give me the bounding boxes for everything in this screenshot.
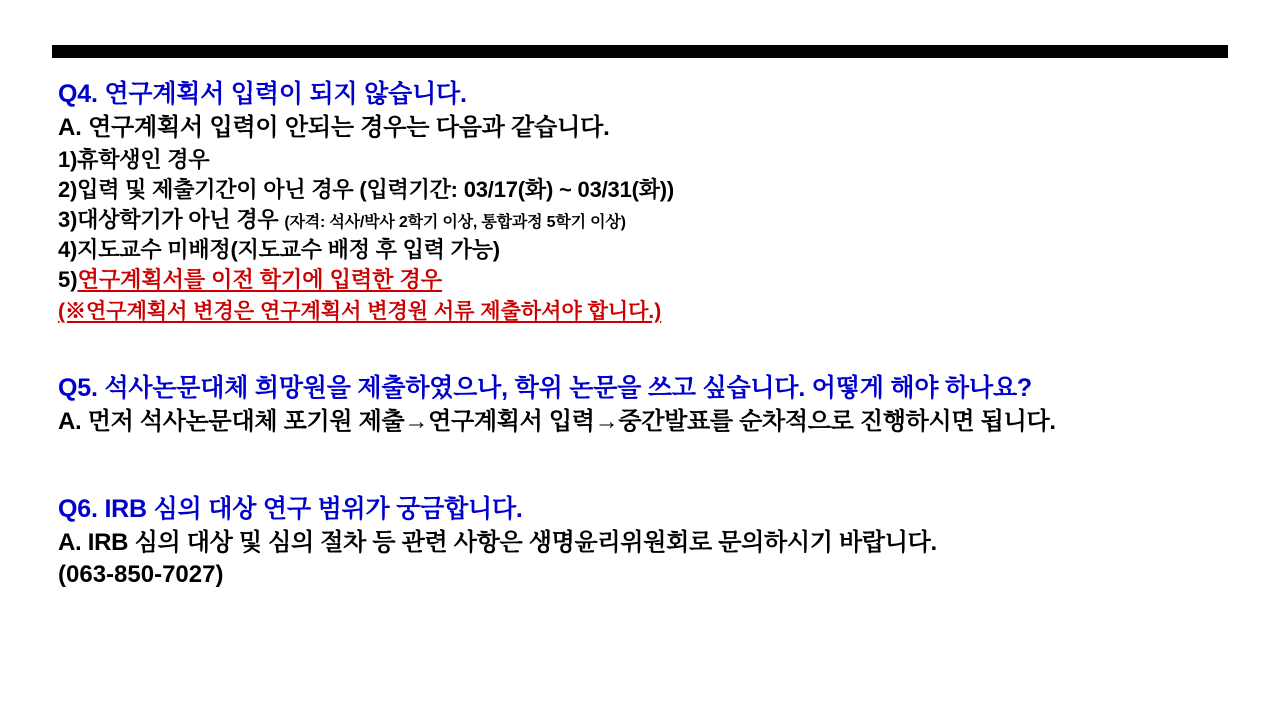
contact-phone-q6: (063-850-7027) (58, 561, 224, 589)
list-item-text: 3)대상학기가 아닌 경우 (58, 207, 285, 232)
question-title-q4: Q4. 연구계획서 입력이 되지 않습니다. (58, 80, 467, 108)
faq-block-q5 (58, 372, 1238, 439)
answer-line-q4: A. 연구계획서 입력이 안되는 경우는 다음과 같습니다. (58, 114, 610, 141)
answer-body-q6: A. IRB 심의 대상 및 심의 절차 등 관련 사항은 생명윤리위원회로 문의하시기 바랍니다. (58, 528, 937, 556)
top-divider-bar (52, 45, 1228, 58)
list-item: 1)휴학생인 경우 (58, 147, 210, 173)
list-item: 4)지도교수 미배정(지도교수 배정 후 입력 가능) (58, 236, 500, 262)
faq-block-q6 (58, 493, 1238, 592)
list-item (58, 205, 1238, 235)
list-item (58, 265, 1238, 295)
faq-content (58, 78, 1238, 592)
list-item: 2)입력 및 제출기간이 아닌 경우 (입력기간: 03/17(화) ~ 03/31(화)) (58, 177, 675, 203)
question-title-q5: Q5. 석사논문대체 희망원을 제출하였으나, 학위 논문을 쓰고 싶습니다. 어떻게 해야 하나요? (58, 374, 1032, 403)
note-highlight-q4: (※연구계획서 변경은 연구계획서 변경원 서류 제출하셔야 합니다.) (58, 299, 662, 323)
list-item-highlight: 연구계획서를 이전 학기에 입력한 경우 (77, 266, 443, 292)
question-title-q6: Q6. IRB 심의 대상 연구 범위가 궁금합니다. (58, 494, 523, 523)
faq-block-q4 (58, 78, 1238, 326)
answer-body-q5: A. 먼저 석사논문대체 포기원 제출→연구계획서 입력→중간발표를 순차적으로 진행하시면 됩니다. (58, 408, 1056, 436)
list-item-note: (자격: 석사/박사 2학기 이상, 통합과정 5학기 이상) (284, 214, 626, 231)
list-item-number: 5) (58, 266, 78, 292)
